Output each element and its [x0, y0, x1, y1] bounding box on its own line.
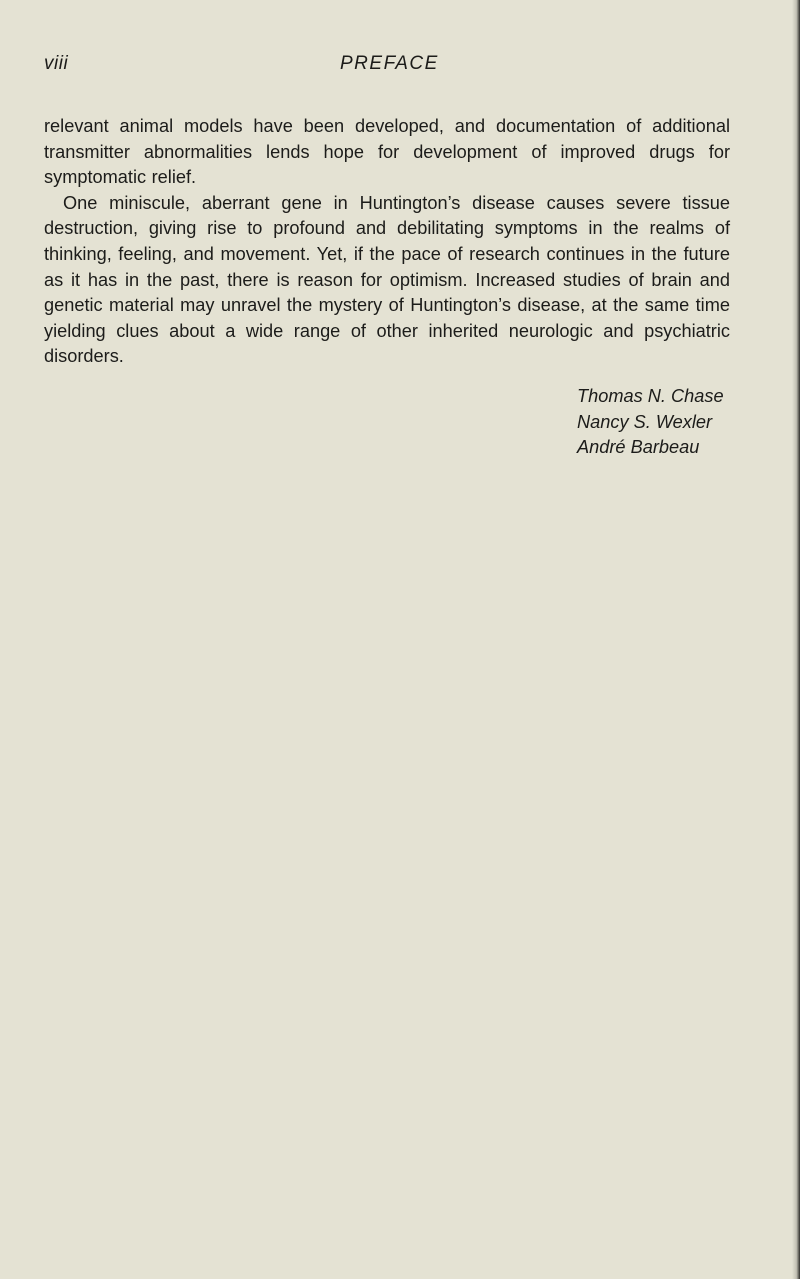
author-signatures — [577, 384, 724, 461]
page-edge-shadow — [792, 0, 800, 1279]
author-name: Thomas N. Chase — [577, 386, 724, 406]
author-name: Nancy S. Wexler — [577, 411, 713, 432]
page-number: viii — [44, 53, 69, 74]
body-text — [44, 114, 730, 370]
running-head — [44, 53, 724, 81]
author-name: André Barbeau — [577, 437, 700, 457]
paragraph: One miniscule, aberrant gene in Huntington’s disease causes severe tissue destruction, giving rise to profound and debilitating symptoms in the realms of thinking, feeling, and movement. Yet, if the pace of research continues in the future as it has in the past, there is reason for optimism. Increased studies of brain and genetic material may unravel the mystery of Huntington’s disease, at the same time yielding clues about a wide range of other inherited neurologic and psychiatric disorders. — [44, 192, 730, 367]
section-title: PREFACE — [340, 53, 439, 74]
paragraph: relevant animal models have been developed, and documentation of additional transmitter abnormalities lends hope for development of improved drugs for symptomatic relief. — [44, 116, 730, 188]
